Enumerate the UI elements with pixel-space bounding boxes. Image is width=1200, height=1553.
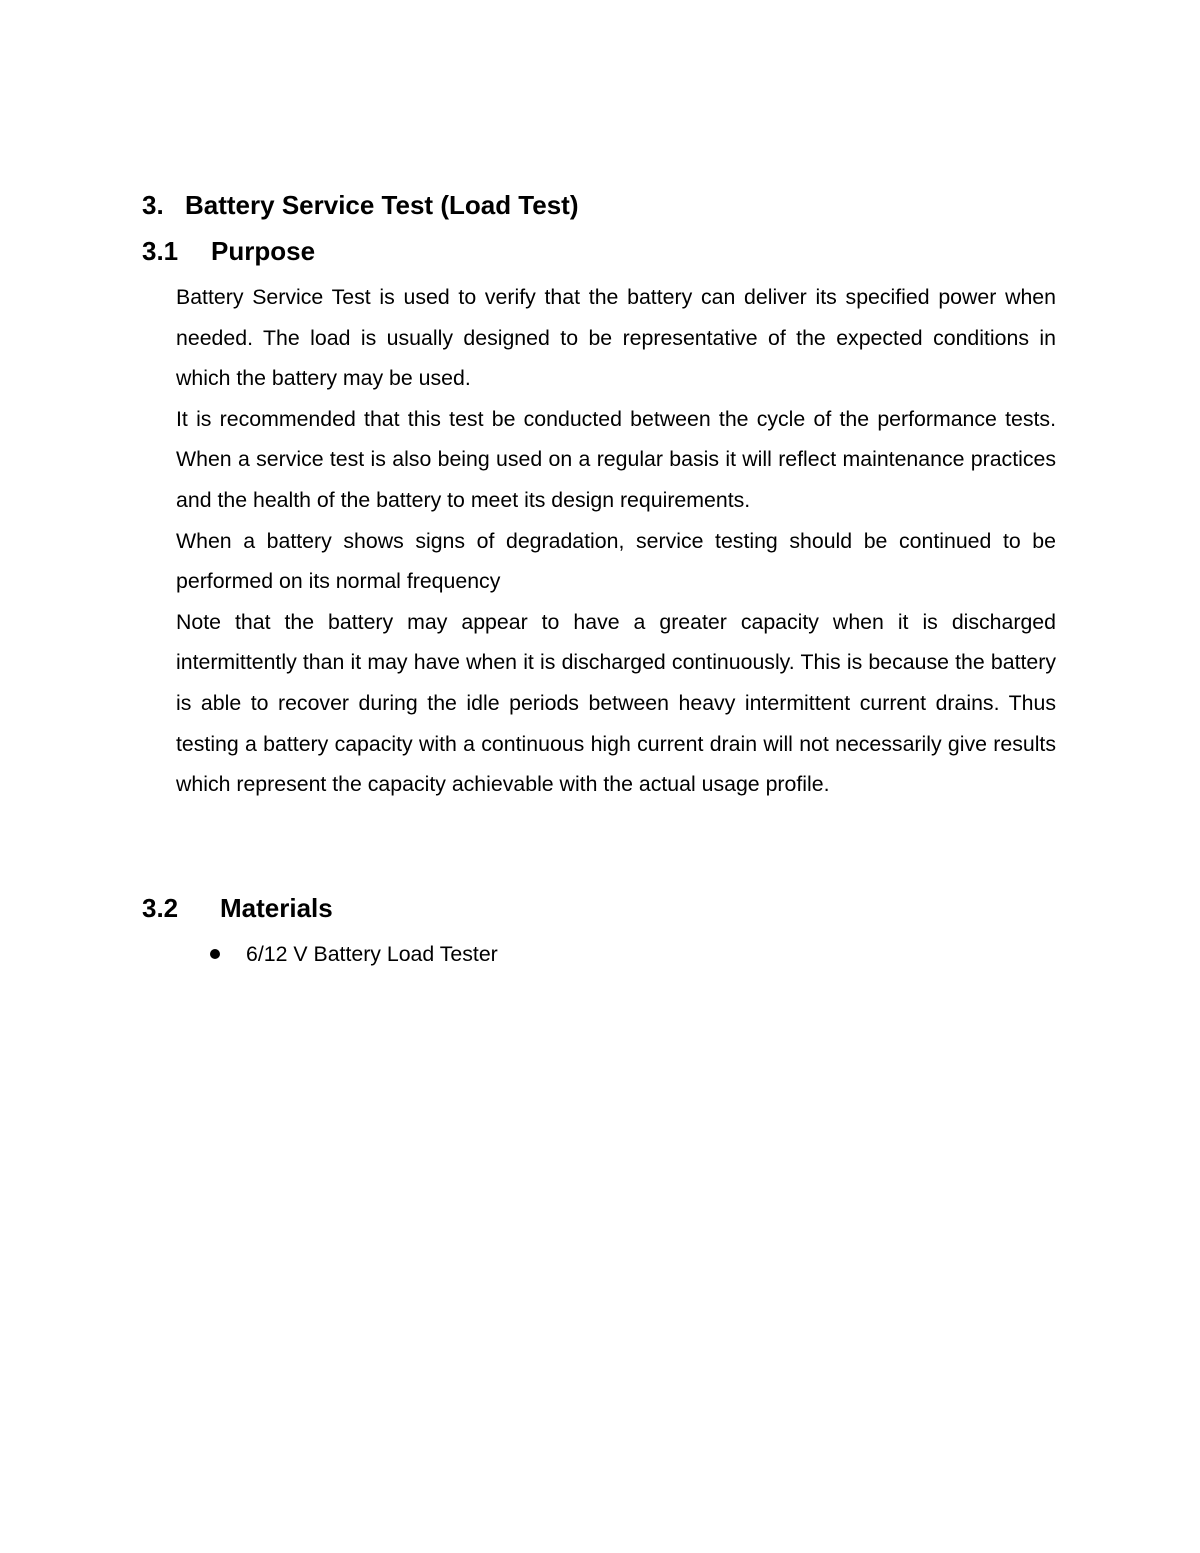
- materials-title: Materials: [220, 893, 333, 923]
- list-item: [208, 936, 498, 972]
- materials-item-label: 6/12 V Battery Load Tester: [246, 942, 498, 966]
- materials-number: 3.2: [142, 893, 179, 923]
- materials-heading: [142, 893, 333, 923]
- purpose-heading: [142, 236, 315, 266]
- section-heading: [142, 190, 579, 220]
- materials-list: [208, 936, 498, 972]
- purpose-paragraph-4: Note that the battery may appear to have a greater capacity when it is discharged intermittently than it may have when it is discharged continuously. This is because the battery is able to recover during the idle periods between heavy intermittent current drains. Thus testing a battery capacity with a continuous high current drain will not necessarily give results which represent the capacity achievable with the actual usage profile.: [176, 609, 1056, 797]
- purpose-number: 3.1: [142, 236, 179, 266]
- section-title: Battery Service Test (Load Test): [185, 190, 579, 220]
- purpose-paragraph-2: It is recommended that this test be conducted between the cycle of the performance tests. When a service test is also being used on a regular basis it will reflect maintenance practices and the health of the battery to meet its design requirements.: [176, 406, 1056, 512]
- purpose-title: Purpose: [211, 236, 316, 266]
- section-number: 3.: [142, 190, 164, 220]
- purpose-body: [176, 277, 1056, 805]
- purpose-paragraph-1: Battery Service Test is used to verify that the battery can deliver its specified power when needed. The load is usually designed to be representative of the expected conditions in which the battery may be used.: [176, 285, 1056, 391]
- bullet-icon: [210, 949, 220, 959]
- purpose-paragraph-3: When a battery shows signs of degradation, service testing should be continued to be performed on its normal frequency: [176, 528, 1056, 594]
